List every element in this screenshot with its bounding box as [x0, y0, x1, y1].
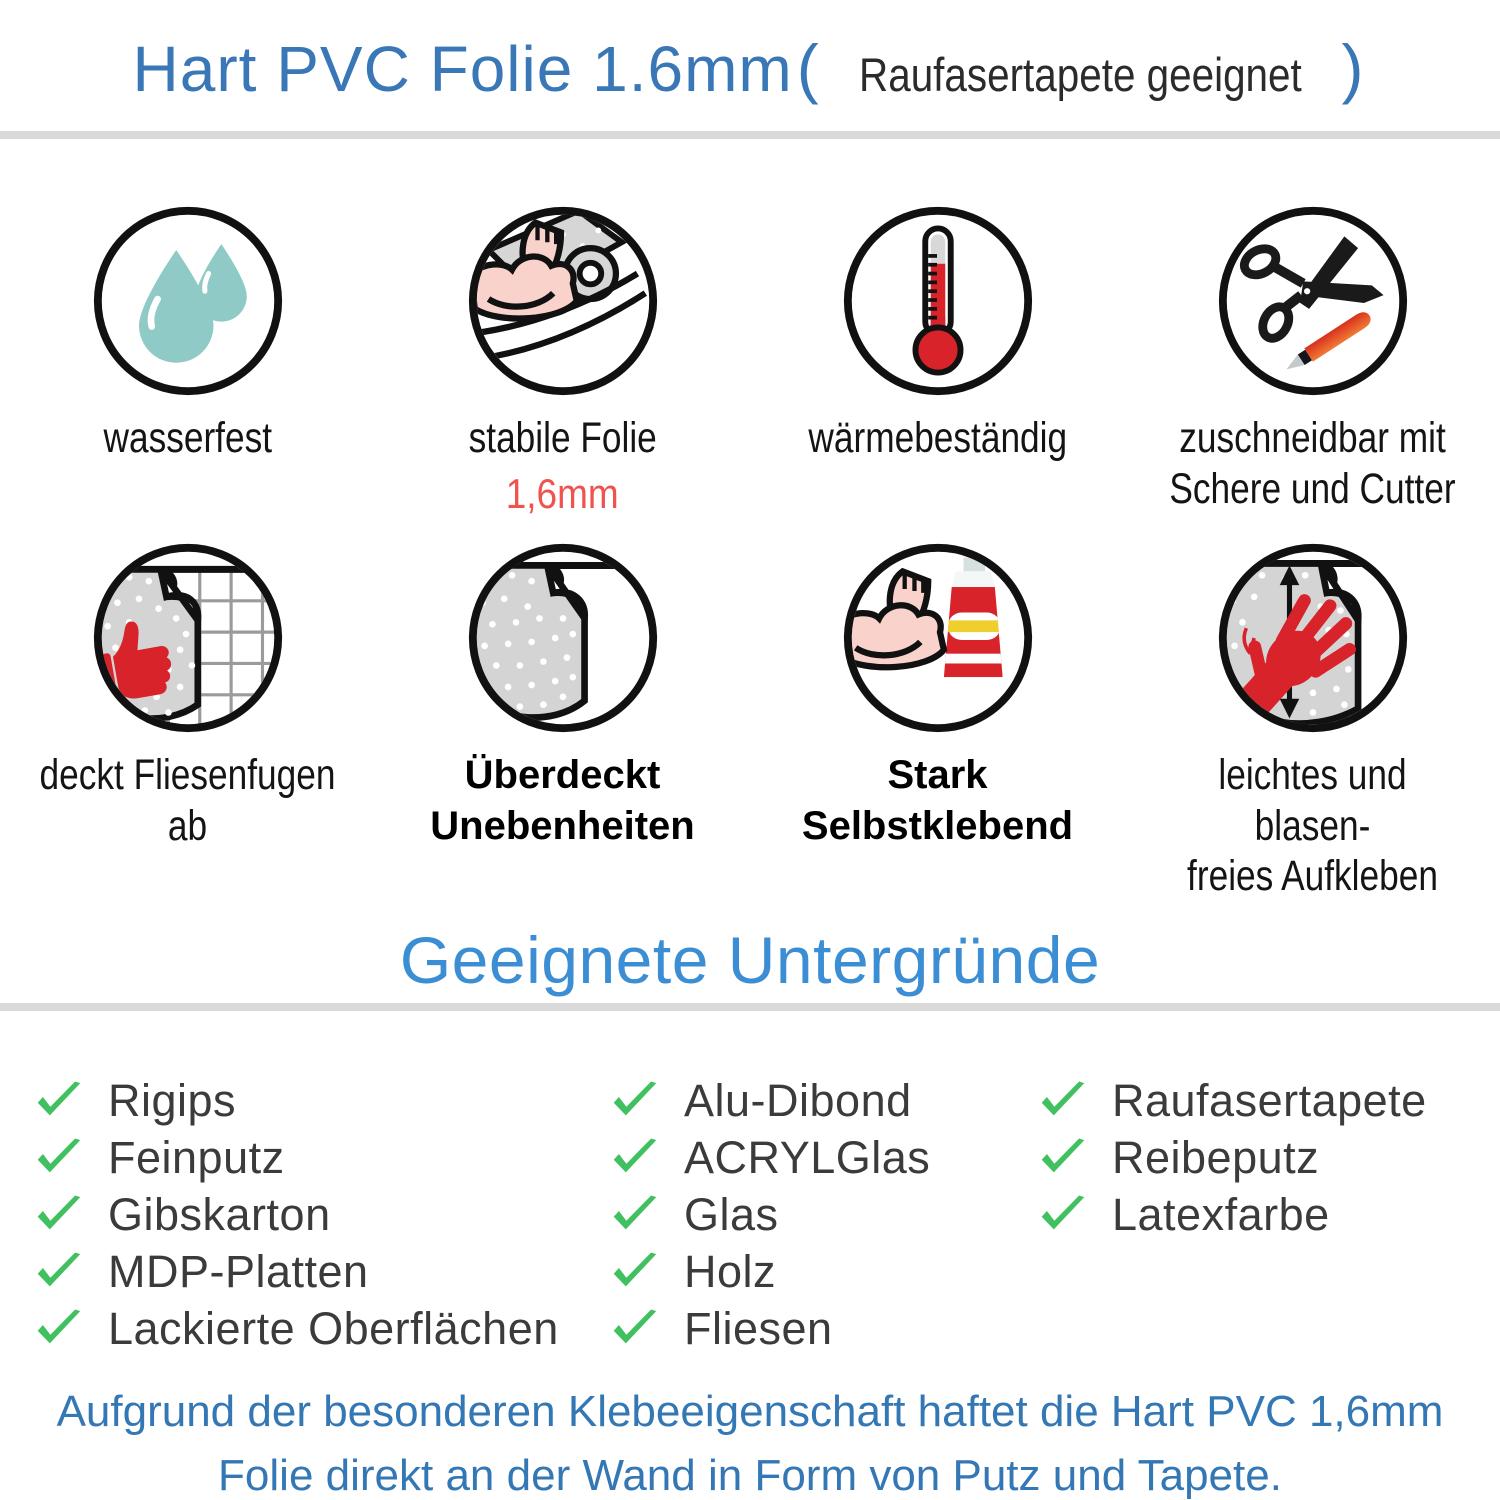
page-title	[0, 30, 1500, 106]
list-item-label: Lackierte Oberflächen	[108, 1302, 559, 1354]
list-item	[612, 1129, 930, 1186]
feature-cuttable	[1125, 203, 1500, 518]
checkmark-icon	[612, 1138, 658, 1178]
feature-thickness-value: 1,6mm	[506, 469, 619, 517]
feature-label: leichtes und blasen- freies Aufkleben	[1187, 751, 1438, 901]
feature-self-adhesive	[750, 540, 1125, 902]
feature-waterproof	[0, 203, 375, 518]
checkmark-icon	[36, 1081, 82, 1121]
checkmark-icon	[1040, 1081, 1086, 1121]
list-item	[1040, 1129, 1427, 1186]
checkmark-icon	[612, 1195, 658, 1235]
list-item	[36, 1072, 559, 1129]
divider-top	[0, 131, 1500, 139]
list-item	[612, 1243, 930, 1300]
checkmark-icon	[36, 1138, 82, 1178]
divider-surfaces	[0, 1003, 1500, 1011]
list-item	[36, 1300, 559, 1357]
checkmark-icon	[612, 1309, 658, 1349]
surfaces-column-1	[36, 1072, 559, 1357]
list-item	[1040, 1186, 1427, 1243]
list-item-label: Alu-Dibond	[684, 1074, 912, 1126]
feature-row-1	[0, 203, 1500, 518]
list-item	[36, 1186, 559, 1243]
feature-label: wasserfest	[103, 414, 272, 462]
thermometer-icon	[840, 203, 1036, 399]
feature-label: wärmebeständig	[808, 414, 1067, 462]
title-subtitle: Raufasertapete geeignet	[858, 48, 1302, 101]
footer-note	[0, 1380, 1500, 1500]
title-close-paren: )	[1341, 31, 1364, 105]
surfaces-column-3	[1040, 1072, 1427, 1243]
feature-label: deckt Fliesenfugen ab	[39, 751, 336, 850]
feature-heat-resistant	[750, 203, 1125, 518]
title-main: Hart PVC Folie 1.6mm	[132, 33, 793, 105]
list-item-label: Gibskarton	[108, 1188, 331, 1240]
water-drops-icon	[90, 203, 286, 399]
surfaces-list	[0, 1072, 1500, 1362]
feature-label: stabile Folie	[468, 414, 657, 462]
title-open-paren: (	[796, 31, 819, 105]
feature-row-2	[0, 540, 1500, 902]
list-item-label: Latexfarbe	[1112, 1188, 1330, 1240]
list-item	[612, 1186, 930, 1243]
feature-covers-unevenness	[375, 540, 750, 902]
list-item-label: Rigips	[108, 1074, 237, 1126]
list-item-label: ACRYLGlas	[684, 1131, 931, 1183]
list-item-label: Feinputz	[108, 1131, 285, 1183]
checkmark-icon	[612, 1252, 658, 1292]
feature-label: Stark Selbstklebend	[801, 753, 1074, 849]
list-item-label: Holz	[684, 1245, 777, 1297]
list-item-label: Raufasertapete	[1112, 1074, 1427, 1126]
feature-bubble-free	[1125, 540, 1500, 902]
muscle-glue-tube-icon	[840, 540, 1036, 736]
footer-line-2: Folie direkt an der Wand in Form von Putz und Tapete.	[218, 1450, 1282, 1500]
list-item	[612, 1300, 930, 1357]
checkmark-icon	[1040, 1138, 1086, 1178]
list-item-label: MDP-Platten	[108, 1245, 369, 1297]
list-item	[1040, 1072, 1427, 1129]
list-item	[36, 1243, 559, 1300]
list-item-label: Fliesen	[684, 1302, 833, 1354]
list-item	[612, 1072, 930, 1129]
film-covers-unevenness-icon	[465, 540, 661, 736]
hand-smoothing-film-icon	[1215, 540, 1411, 736]
scissors-cutter-icon	[1215, 203, 1411, 399]
list-item-label: Reibeputz	[1112, 1131, 1320, 1183]
surfaces-heading: Geeignete Untergründe	[399, 923, 1101, 997]
checkmark-icon	[36, 1252, 82, 1292]
feature-covers-tile-joints	[0, 540, 375, 902]
surfaces-column-2	[612, 1072, 930, 1357]
feature-label: Überdeckt Unebenheiten	[430, 753, 695, 849]
list-item-label: Glas	[684, 1188, 779, 1240]
footer-line-1: Aufgrund der besonderen Klebeeigenschaft haftet die Hart PVC 1,6mm	[56, 1387, 1444, 1436]
checkmark-icon	[612, 1081, 658, 1121]
feature-stable-film	[375, 203, 750, 518]
checkmark-icon	[36, 1309, 82, 1349]
thumbs-up-tiles-icon	[90, 540, 286, 736]
feature-label: zuschneidbar mit Schere und Cutter	[1169, 414, 1456, 513]
checkmark-icon	[1040, 1195, 1086, 1235]
checkmark-icon	[36, 1195, 82, 1235]
muscle-film-roll-icon	[465, 203, 661, 399]
list-item	[36, 1129, 559, 1186]
